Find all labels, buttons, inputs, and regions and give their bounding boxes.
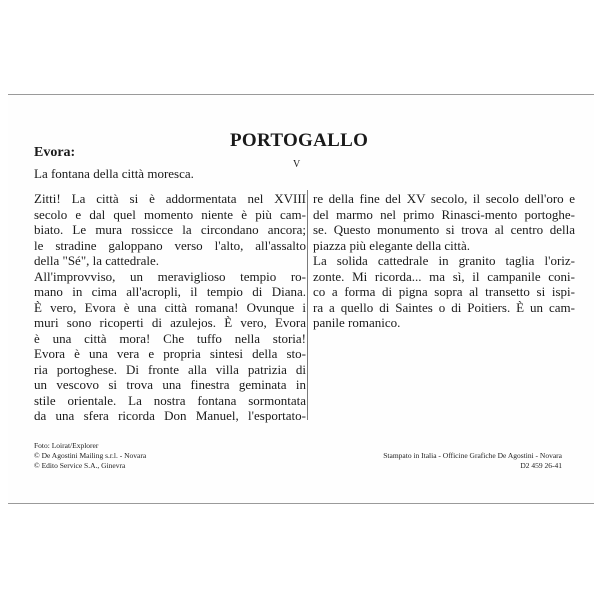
text-line: Zitti! La città si è addormentata nel XVIII	[34, 191, 306, 206]
text-line: piazza più elegante della città.	[313, 237, 470, 253]
text-line: Evora è una vera e propria sintesi della sto-	[34, 346, 306, 361]
text-line: ra a quello di Saintes o di Poitiers. È un cam-	[313, 299, 575, 315]
catalog-code: D2 459 26-41	[520, 461, 562, 470]
text-line: All'improvviso, un meraviglioso tempio ro-	[34, 268, 306, 284]
printer-imprint	[365, 451, 562, 471]
text-line: è una città mora! Che tuffo nella storia!	[34, 330, 306, 346]
text-line: mano in cima all'acropli, il tempio di Diana.	[34, 284, 306, 299]
column-divider	[307, 190, 308, 420]
body-column-left	[34, 191, 306, 424]
text-line: re della fine del XV secolo, il secolo dell'oro e	[313, 191, 575, 206]
text-line: del marmo nel primo Rinasci-mento portoghe-	[313, 206, 575, 222]
text-line: secolo e dal quel momento niente è più cam-	[34, 206, 306, 222]
photo-credits	[34, 441, 146, 471]
text-line: muri sono ricoperti di azulejos. È vero, Evora	[34, 315, 306, 330]
credit-line: © Edito Service S.A., Ginevra	[34, 461, 126, 470]
text-line: zonte. Mi ricorda... ma sì, il campanile coni-	[313, 268, 575, 284]
printer-line: Stampato in Italia - Officine Grafiche De Agostini - Novara	[383, 451, 562, 460]
text-line: È vero, Evora è una città romana! Ovunque i	[34, 299, 306, 315]
text-line: da una sfera ricorda Don Manuel, l'esportato-	[34, 408, 306, 423]
bottom-edge-line	[8, 503, 594, 504]
text-line: La solida cattedrale in granito taglia l'oriz-	[313, 253, 575, 268]
text-line: co a forma di pigna sopra al transetto si ispi-	[313, 284, 575, 299]
text-line: ria portoghese. Di fronte alla villa patrizia di	[34, 361, 306, 377]
text-line: stile orientale. La nostra fontana sormontata	[34, 392, 306, 408]
entry-subtitle: La fontana della città moresca.	[34, 166, 194, 181]
volume-marker: V	[293, 159, 301, 170]
credit-line: © De Agostini Mailing s.r.l. - Novara	[34, 451, 147, 460]
place-heading: Evora:	[34, 145, 76, 160]
body-column-right	[313, 191, 575, 331]
text-line: un vescovo si trova una finestra geminata in	[34, 377, 306, 392]
text-line: se. Questo monumento si trova al centro della	[313, 222, 575, 237]
text-line: della "Sé", la cattedrale.	[34, 253, 160, 268]
text-line: le stradine galoppano verso l'alto, all'assalto	[34, 237, 306, 253]
credit-line: Foto: Loirat/Explorer	[34, 441, 99, 450]
page-title: PORTOGALLO	[230, 130, 369, 151]
text-line: biato. Le mura rossicce la circondano ancora;	[34, 222, 306, 237]
text-line: panile romanico.	[313, 315, 401, 330]
top-edge-line	[8, 94, 594, 95]
